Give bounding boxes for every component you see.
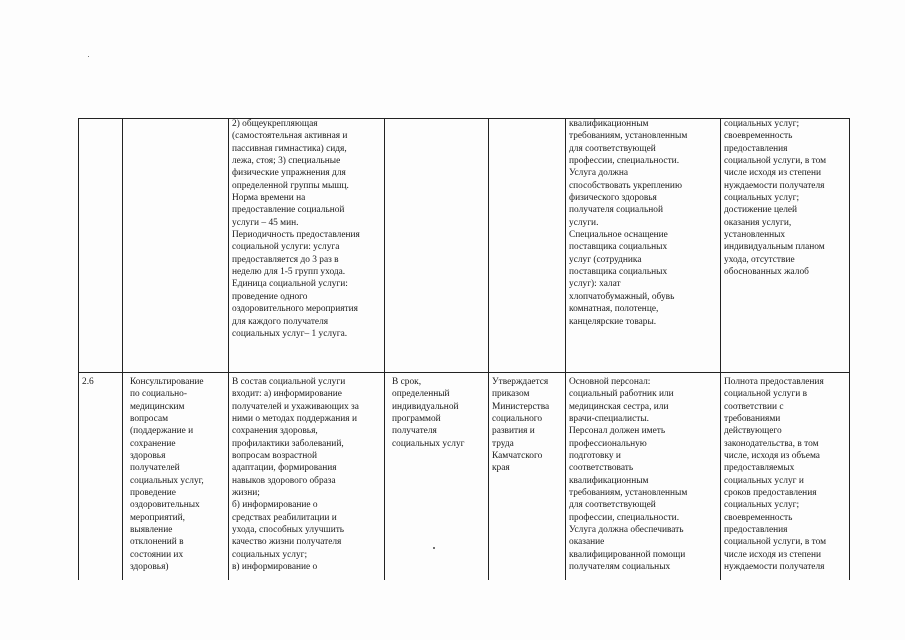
text-line: определенный xyxy=(392,389,450,400)
text-line: оздоровительного мероприятия xyxy=(232,304,358,315)
text-line: для соответствующей xyxy=(569,500,656,511)
text-line: социальных услуг; xyxy=(724,119,800,129)
text-line: Основной персонал: xyxy=(569,377,651,387)
text-line: ухода, способных улучшить xyxy=(232,525,345,536)
row2-number-cell xyxy=(82,376,120,396)
text-line: числе, исходя из объема xyxy=(724,451,820,462)
text-line: 2) общеукрепляющая xyxy=(232,119,318,129)
text-line: Единица социальной услуги: xyxy=(232,279,348,290)
row2-service-name-cell xyxy=(130,376,224,580)
row1-personnel-cell xyxy=(569,118,715,366)
text-line: требованиям, установленным xyxy=(569,131,688,142)
text-line: Камчатского xyxy=(492,451,543,462)
text-line: подготовку и xyxy=(569,451,621,462)
text-line: Консультирование xyxy=(130,377,204,387)
row1-description-text xyxy=(232,118,380,340)
text-line: получателя xyxy=(392,426,437,437)
row2-tariff-cell xyxy=(492,376,562,580)
text-line: социальных услуг; xyxy=(232,549,308,560)
text-line: Утверждается xyxy=(492,377,549,387)
scan-speck xyxy=(88,56,89,57)
text-line: вопросам возрастной xyxy=(232,451,317,462)
row2-number: 2.6 xyxy=(82,377,94,387)
text-line: канцелярские товары. xyxy=(569,316,657,327)
row2-personnel-cell xyxy=(569,376,715,580)
text-line: социальных услуг и xyxy=(724,475,804,486)
text-line: вопросам xyxy=(130,414,169,425)
text-line: сохранения здоровья, xyxy=(232,426,318,437)
text-line: Услуга должна обеспечивать xyxy=(569,525,684,536)
text-line: медицинским xyxy=(130,401,185,412)
text-line: предоставление социальной xyxy=(232,205,345,216)
text-line: неделю для 1-5 групп ухода. xyxy=(232,267,346,278)
text-line: квалификационным xyxy=(569,119,649,129)
text-line: физического здоровья xyxy=(569,193,657,204)
text-line: услуг): халат xyxy=(569,279,621,290)
row2-quality-cell xyxy=(724,376,845,580)
text-line: определенной группы мышц. xyxy=(232,180,349,191)
text-line: социальных услуг; xyxy=(724,193,800,204)
text-line: края xyxy=(492,463,510,474)
text-line: предоставления xyxy=(724,143,788,154)
text-line: медицинская сестра, или xyxy=(569,401,669,412)
text-line: Персонал должен иметь xyxy=(569,426,666,437)
text-line: предоставляется до 3 раз в xyxy=(232,254,339,265)
row1-personnel-text xyxy=(569,118,715,328)
text-line: своевременность xyxy=(724,131,793,142)
text-line: социальной услуги, в том xyxy=(724,156,827,167)
text-line: квалификационным xyxy=(569,475,649,486)
text-line: социальной услуги в xyxy=(724,389,807,400)
text-line: социальных услуг xyxy=(392,438,465,449)
text-line: социальный работник или xyxy=(569,389,674,400)
text-line: в) информирование о xyxy=(232,562,318,573)
text-line: обоснованных жалоб xyxy=(724,267,809,278)
text-line: (самостоятельная активная и xyxy=(232,131,348,142)
text-line: навыков здорового образа xyxy=(232,475,336,486)
text-line: сроков предоставления xyxy=(724,488,817,499)
row1-description-cell xyxy=(232,118,380,366)
text-line: профессии, специальности. xyxy=(569,156,680,167)
text-line: оказание xyxy=(569,537,605,548)
text-line: здоровья) xyxy=(130,562,169,573)
text-line: Периодичность предоставления xyxy=(232,230,360,241)
text-line: качество жизни получателя xyxy=(232,537,342,548)
text-line: требованиями xyxy=(724,414,781,425)
text-line: ухода, отсутствие xyxy=(724,254,795,265)
text-line: развития и xyxy=(492,426,535,437)
text-line: социальной услуги, в том xyxy=(724,537,827,548)
row2-description-cell xyxy=(232,376,380,580)
text-line: Услуга должна xyxy=(569,168,629,179)
text-line: программой xyxy=(392,414,441,425)
text-line: оздоровительных xyxy=(130,500,200,511)
text-line: В срок, xyxy=(392,377,422,387)
row2-personnel-text xyxy=(569,376,715,574)
text-line: пассивная гимнастика) сидя, xyxy=(232,143,347,154)
text-line: проведение одного xyxy=(232,291,308,302)
text-line: нуждаемости получателя xyxy=(724,562,825,573)
text-line: получателей xyxy=(130,463,180,474)
text-line: выявление xyxy=(130,525,173,536)
text-line: хлопчатобумажный, обувь xyxy=(569,291,675,302)
text-line: получателя социальной xyxy=(569,205,663,216)
text-line: (поддержание и xyxy=(130,426,194,437)
text-line: приказом xyxy=(492,389,530,400)
row1-quality-cell xyxy=(724,118,845,366)
text-line: индивидуальной xyxy=(392,401,459,412)
text-line: по социально- xyxy=(130,389,187,400)
text-line: предоставления xyxy=(724,525,788,536)
text-line: требованиям, установленным xyxy=(569,488,688,499)
text-line: законодательства, в том xyxy=(724,438,819,449)
text-line: мероприятий, xyxy=(130,512,185,523)
text-line: социальных услуг– 1 услуга. xyxy=(232,328,348,339)
row1-quality-text xyxy=(724,118,845,278)
text-line: нуждаемости получателя xyxy=(724,180,825,191)
scan-speck xyxy=(433,547,435,549)
text-line: профилактики заболеваний, xyxy=(232,438,344,449)
text-line: состоянии их xyxy=(130,549,184,560)
text-line: оказания услуги, xyxy=(724,217,792,228)
row2-service-name-text xyxy=(130,376,224,574)
text-line: проведение xyxy=(130,488,176,499)
text-line: социальных услуг, xyxy=(130,475,204,486)
text-line: социальных услуг; xyxy=(724,500,800,511)
text-line: входит: а) информирование xyxy=(232,389,342,400)
text-line: получателям социальных xyxy=(569,562,671,573)
text-line: комнатная, полотенце, xyxy=(569,304,659,315)
text-line: В состав социальной услуги xyxy=(232,377,346,387)
row2-description-text xyxy=(232,376,380,574)
text-line: соответствии с xyxy=(724,401,784,412)
text-line: врачи-специалисты. xyxy=(569,414,649,425)
text-line: своевременность xyxy=(724,512,793,523)
text-line: Норма времени на xyxy=(232,193,306,204)
text-line: достижение целей xyxy=(724,205,798,216)
services-table xyxy=(78,118,850,580)
text-line: для каждого получателя xyxy=(232,316,329,327)
text-line: ними о методах поддержания и xyxy=(232,414,357,425)
text-line: здоровья xyxy=(130,451,166,462)
text-line: социального xyxy=(492,414,543,425)
text-line: отклонений в xyxy=(130,537,184,548)
text-line: жизни; xyxy=(232,488,260,499)
text-line: соответствовать xyxy=(569,463,634,474)
text-line: лежа, стоя; 3) специальные xyxy=(232,156,341,167)
text-line: социальной услуги: услуга xyxy=(232,242,340,253)
text-line: адаптации, формирования xyxy=(232,463,337,474)
text-line: предоставляемых xyxy=(724,463,795,474)
row2-quality-text xyxy=(724,376,845,574)
text-line: б) информирование о xyxy=(232,500,318,511)
text-line: услуг (сотрудника xyxy=(569,254,642,265)
text-line: числе исходя из степени xyxy=(724,549,821,560)
text-line: услуги – 45 мин. xyxy=(232,217,299,228)
text-line: профессии, специальности. xyxy=(569,512,680,523)
text-line: для соответствующей xyxy=(569,143,656,154)
text-line: Специальное оснащение xyxy=(569,230,668,241)
text-line: труда xyxy=(492,438,514,449)
row2-tariff-text xyxy=(492,376,562,475)
text-line: сохранение xyxy=(130,438,176,449)
text-line: поставщика социальных xyxy=(569,242,668,253)
text-line: получателей и ухаживающих за xyxy=(232,401,359,412)
text-line: числе исходя из степени xyxy=(724,168,821,179)
text-line: поставщика социальных xyxy=(569,267,668,278)
text-line: действующего xyxy=(724,426,782,437)
row2-term-cell xyxy=(392,376,484,580)
text-line: установленных xyxy=(724,230,786,241)
text-line: способствовать укреплению xyxy=(569,180,682,191)
text-line: квалифицированной помощи xyxy=(569,549,686,560)
row2-term-text xyxy=(392,376,484,450)
text-line: Полнота предоставления xyxy=(724,377,824,387)
text-line: услуги. xyxy=(569,217,599,228)
text-line: профессиональную xyxy=(569,438,647,449)
text-line: индивидуальным планом xyxy=(724,242,825,253)
text-line: Министерства xyxy=(492,401,550,412)
text-line: физические упражнения для xyxy=(232,168,346,179)
text-line: средствах реабилитации и xyxy=(232,512,337,523)
